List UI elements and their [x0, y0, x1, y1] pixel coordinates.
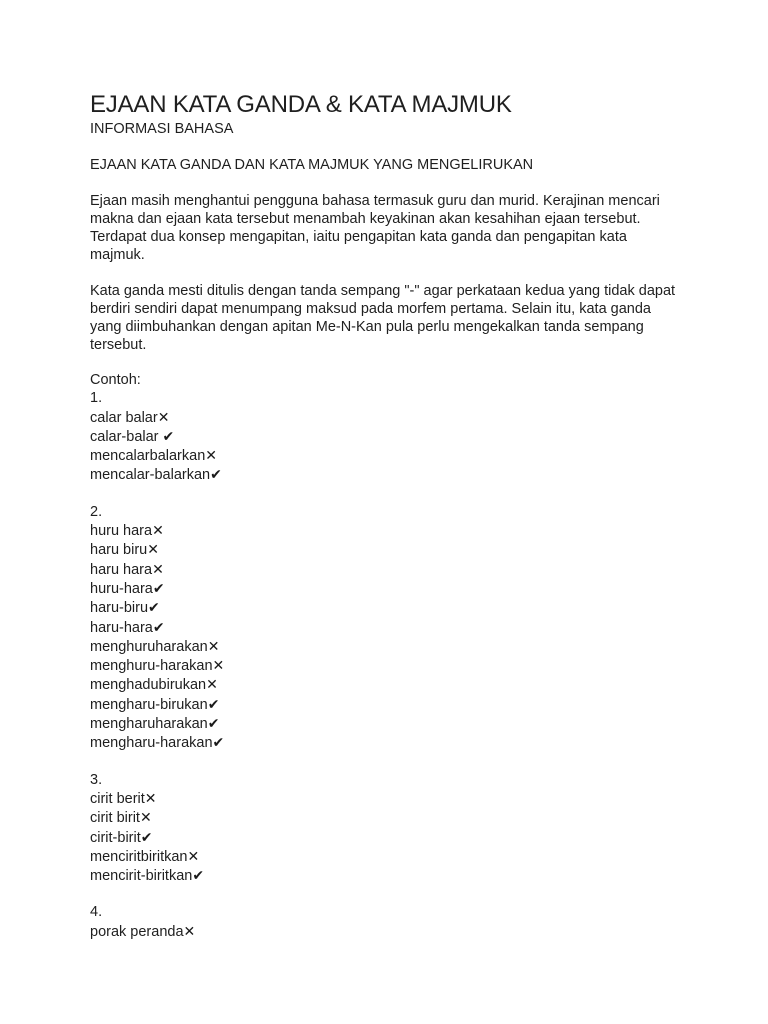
cross-mark-icon: ✕ [139, 809, 152, 826]
example-item [90, 714, 690, 733]
example-item [90, 579, 690, 598]
example-word: cirit berit [90, 790, 145, 807]
example-word: mencalar-balarkan [90, 467, 211, 484]
example-word: calar-balar [90, 428, 163, 445]
document-subtitle: INFORMASI BAHASA [90, 121, 234, 137]
example-item [90, 789, 690, 808]
document-page [90, 90, 690, 941]
example-item [90, 847, 690, 866]
paragraph-rule: Kata ganda mesti ditulis dengan tanda sempang "-" agar perkataan kedua yang tidak dapat berdiri sendiri dapat menumpang maksud pada morfem pertama. Selain itu, kata ganda yang diimbuhankan dengan apitan Me-N-Kan pula perlu mengekalkan tanda sempang tersebut. [90, 283, 676, 353]
check-mark-icon: ✔ [148, 599, 160, 616]
cross-mark-icon: ✕ [187, 847, 200, 864]
example-group [90, 903, 690, 941]
example-item [90, 866, 690, 885]
example-item [90, 808, 690, 827]
example-group-number: 2. [90, 503, 103, 520]
example-group-number: 4. [90, 904, 103, 921]
example-item [90, 560, 690, 579]
section-heading: EJAAN KATA GANDA DAN KATA MAJMUK YANG MENGELIRUKAN [90, 157, 534, 173]
example-item [90, 922, 690, 941]
check-mark-icon: ✔ [152, 579, 165, 596]
example-item [90, 446, 690, 465]
cross-mark-icon: ✕ [157, 408, 170, 425]
example-item [90, 733, 690, 752]
check-mark-icon: ✔ [207, 695, 220, 712]
check-mark-icon: ✔ [192, 867, 205, 884]
example-group [90, 503, 690, 753]
examples-section [90, 371, 690, 941]
cross-mark-icon: ✕ [147, 541, 159, 558]
cross-mark-icon: ✕ [212, 657, 225, 674]
cross-mark-icon: ✕ [152, 522, 164, 539]
example-word: menghuru-harakan [90, 658, 213, 675]
example-word: mengharuharakan [90, 716, 208, 733]
example-item [90, 540, 690, 559]
example-word: mengharu-birukan [90, 696, 208, 713]
paragraph-intro: Ejaan masih menghantui pengguna bahasa termasuk guru dan murid. Kerajinan mencari makna dan ejaan kata tersebut menambah keyakinan akan kesahihan ejaan tersebut. Terdapat dua konsep mengapitan, iaitu pengapitan kata ganda dan pengapitan kata majmuk. [90, 193, 660, 263]
check-mark-icon: ✔ [140, 828, 153, 845]
check-mark-icon: ✔ [162, 427, 175, 444]
example-word: menciritbiritkan [90, 848, 188, 865]
cross-mark-icon: ✕ [207, 637, 220, 654]
example-group-number: 3. [90, 771, 103, 788]
example-word: cirit-birit [90, 829, 141, 846]
example-group [90, 771, 690, 886]
example-item [90, 427, 690, 446]
example-item [90, 465, 690, 484]
example-item [90, 675, 690, 694]
example-word: huru-hara [90, 580, 153, 597]
cross-mark-icon: ✕ [183, 922, 196, 939]
example-word: haru-biru [90, 600, 149, 617]
check-mark-icon: ✔ [212, 734, 225, 751]
example-word: haru-hara [90, 619, 153, 636]
cross-mark-icon: ✕ [144, 789, 157, 806]
check-mark-icon: ✔ [152, 618, 165, 635]
example-word: calar balar [90, 409, 158, 426]
example-item [90, 828, 690, 847]
example-item [90, 695, 690, 714]
example-item [90, 598, 690, 617]
example-word: mencirit-biritkan [90, 868, 193, 885]
example-item [90, 408, 690, 427]
document-title: EJAAN KATA GANDA & KATA MAJMUK [90, 91, 512, 118]
example-word: cirit birit [90, 810, 140, 827]
example-item [90, 656, 690, 675]
example-word: mencalarbalarkan [90, 448, 206, 465]
example-word: menghuruharakan [90, 638, 208, 655]
cross-mark-icon: ✕ [206, 676, 218, 693]
example-word: porak peranda [90, 923, 184, 940]
example-word: menghadubirukan [90, 677, 207, 694]
example-groups [90, 389, 690, 941]
example-word: huru hara [90, 523, 153, 540]
example-word: mengharu-harakan [90, 735, 213, 752]
check-mark-icon: ✔ [207, 715, 220, 732]
example-word: haru biru [90, 542, 148, 559]
cross-mark-icon: ✕ [152, 560, 164, 577]
examples-label: Contoh: [90, 372, 141, 388]
example-item [90, 637, 690, 656]
check-mark-icon: ✔ [210, 466, 222, 483]
example-word: haru hara [90, 561, 153, 578]
example-group [90, 389, 690, 484]
example-item [90, 618, 690, 637]
example-item [90, 521, 690, 540]
cross-mark-icon: ✕ [205, 447, 217, 464]
example-group-number: 1. [90, 390, 103, 407]
